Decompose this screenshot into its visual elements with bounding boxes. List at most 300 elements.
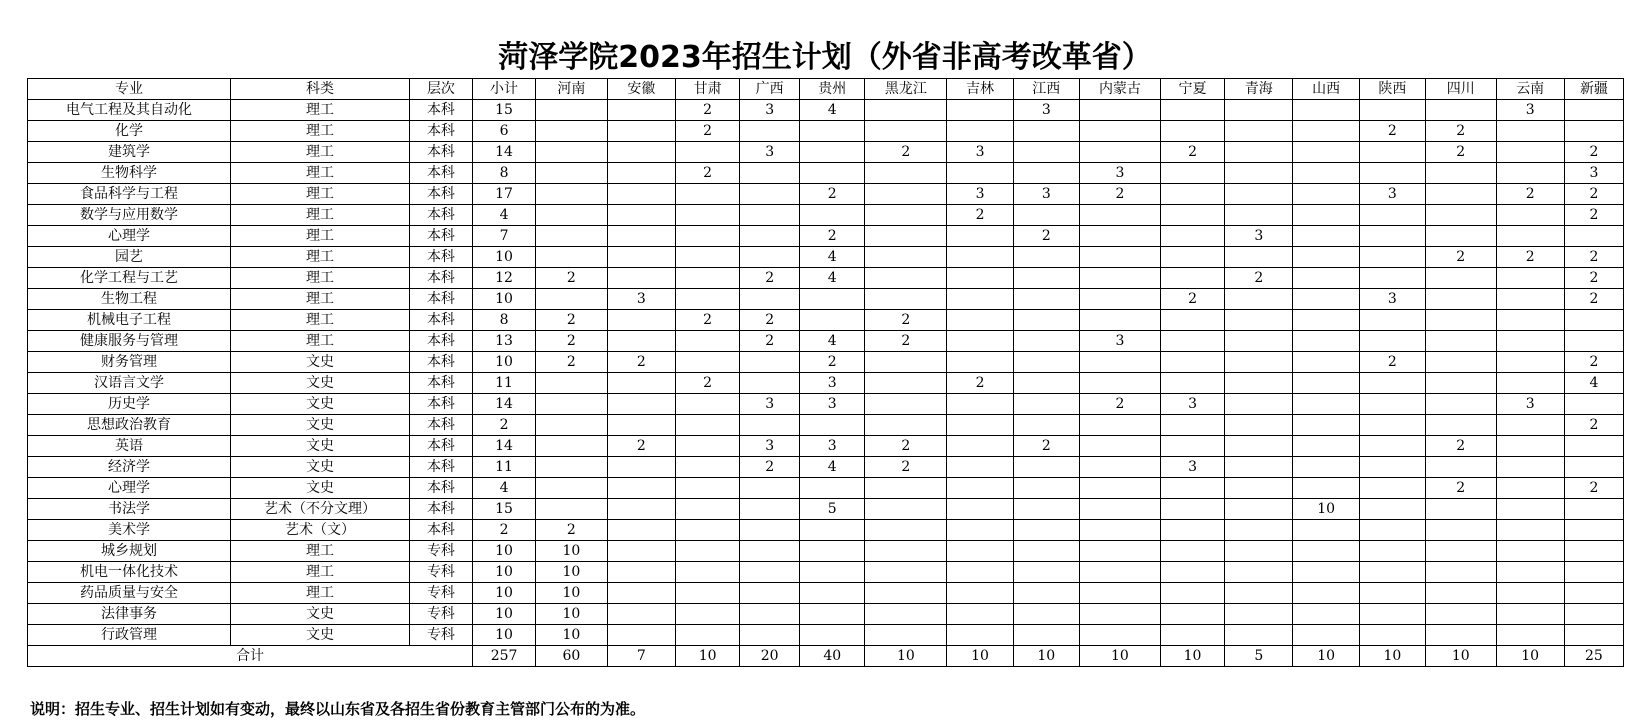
table-cell: 文史 xyxy=(231,415,410,436)
table-cell xyxy=(1426,289,1496,310)
table-cell xyxy=(1359,205,1425,226)
table-cell: 化学工程与工艺 xyxy=(28,268,231,289)
table-cell: 化学 xyxy=(28,121,231,142)
table-cell xyxy=(740,373,800,394)
table-cell xyxy=(1079,121,1160,142)
table-cell xyxy=(1013,289,1079,310)
table-cell: 3 xyxy=(1160,457,1224,478)
table-cell xyxy=(607,163,675,184)
table-cell: 文史 xyxy=(231,625,410,646)
table-cell xyxy=(947,583,1013,604)
table-cell xyxy=(800,562,865,583)
table-cell xyxy=(865,604,947,625)
table-cell xyxy=(1426,373,1496,394)
table-cell: 10 xyxy=(536,583,608,604)
table-row xyxy=(28,289,1624,310)
table-cell xyxy=(676,604,740,625)
table-cell: 2 xyxy=(536,268,608,289)
table-cell: 3 xyxy=(800,373,865,394)
column-header: 云南 xyxy=(1496,79,1564,100)
table-cell: 园艺 xyxy=(28,247,231,268)
table-cell: 行政管理 xyxy=(28,625,231,646)
table-cell xyxy=(865,625,947,646)
table-cell xyxy=(1225,394,1293,415)
table-cell: 本科 xyxy=(409,436,472,457)
column-header: 河南 xyxy=(536,79,608,100)
total-cell: 10 xyxy=(1293,646,1359,667)
table-cell: 2 xyxy=(1564,205,1623,226)
table-cell xyxy=(1496,583,1564,604)
table-cell xyxy=(740,205,800,226)
table-cell xyxy=(1496,268,1564,289)
table-cell: 理工 xyxy=(231,142,410,163)
table-cell: 2 xyxy=(1013,226,1079,247)
table-cell: 4 xyxy=(1564,373,1623,394)
table-cell xyxy=(1079,289,1160,310)
table-cell xyxy=(1359,604,1425,625)
table-row xyxy=(28,583,1624,604)
table-cell xyxy=(1079,499,1160,520)
table-cell xyxy=(1293,394,1359,415)
table-cell xyxy=(1160,310,1224,331)
table-cell xyxy=(1293,205,1359,226)
table-cell xyxy=(1293,226,1359,247)
table-cell xyxy=(947,478,1013,499)
table-cell xyxy=(1079,541,1160,562)
table-cell xyxy=(1079,100,1160,121)
table-cell xyxy=(676,394,740,415)
table-cell: 2 xyxy=(607,436,675,457)
table-cell xyxy=(1293,268,1359,289)
table-cell xyxy=(1359,478,1425,499)
total-cell: 10 xyxy=(676,646,740,667)
table-cell xyxy=(1013,121,1079,142)
table-cell xyxy=(865,184,947,205)
table-cell: 3 xyxy=(800,394,865,415)
table-cell: 3 xyxy=(1013,100,1079,121)
table-cell xyxy=(1293,562,1359,583)
table-cell xyxy=(1160,331,1224,352)
table-cell xyxy=(1564,436,1623,457)
table-cell xyxy=(1359,247,1425,268)
table-cell: 本科 xyxy=(409,478,472,499)
table-cell xyxy=(1160,520,1224,541)
table-row xyxy=(28,205,1624,226)
table-cell: 2 xyxy=(1564,184,1623,205)
table-cell: 本科 xyxy=(409,457,472,478)
table-cell xyxy=(1225,289,1293,310)
table-cell: 专科 xyxy=(409,541,472,562)
table-cell xyxy=(1496,415,1564,436)
table-cell: 3 xyxy=(1079,163,1160,184)
table-row xyxy=(28,436,1624,457)
table-cell xyxy=(865,541,947,562)
table-cell xyxy=(676,499,740,520)
table-cell xyxy=(1496,373,1564,394)
total-cell: 60 xyxy=(536,646,608,667)
table-cell xyxy=(865,394,947,415)
table-cell: 10 xyxy=(536,625,608,646)
table-cell xyxy=(1013,520,1079,541)
table-cell xyxy=(607,415,675,436)
table-cell xyxy=(536,100,608,121)
table-cell: 3 xyxy=(1160,394,1224,415)
table-cell xyxy=(800,541,865,562)
table-cell: 本科 xyxy=(409,100,472,121)
table-cell xyxy=(1496,436,1564,457)
table-cell: 4 xyxy=(800,268,865,289)
table-cell: 3 xyxy=(740,394,800,415)
table-cell xyxy=(676,289,740,310)
table-cell: 2 xyxy=(1564,289,1623,310)
table-cell xyxy=(865,562,947,583)
table-row xyxy=(28,331,1624,352)
table-cell: 本科 xyxy=(409,205,472,226)
table-cell: 2 xyxy=(1160,142,1224,163)
table-cell: 2 xyxy=(536,331,608,352)
table-cell: 10 xyxy=(473,625,536,646)
table-cell xyxy=(676,331,740,352)
table-cell xyxy=(1496,226,1564,247)
table-cell xyxy=(1079,562,1160,583)
column-header: 山西 xyxy=(1293,79,1359,100)
total-cell: 10 xyxy=(1496,646,1564,667)
table-cell xyxy=(865,583,947,604)
table-cell xyxy=(1160,562,1224,583)
table-cell xyxy=(947,625,1013,646)
table-cell xyxy=(1496,352,1564,373)
column-header: 吉林 xyxy=(947,79,1013,100)
table-cell xyxy=(1426,394,1496,415)
table-cell: 本科 xyxy=(409,373,472,394)
table-cell xyxy=(1426,163,1496,184)
table-cell: 心理学 xyxy=(28,226,231,247)
table-cell xyxy=(1013,205,1079,226)
table-cell xyxy=(740,604,800,625)
table-cell xyxy=(607,226,675,247)
table-cell: 本科 xyxy=(409,184,472,205)
table-cell xyxy=(1160,373,1224,394)
table-cell xyxy=(1079,520,1160,541)
table-cell xyxy=(1225,415,1293,436)
table-cell xyxy=(1079,436,1160,457)
table-cell xyxy=(607,499,675,520)
table-cell: 理工 xyxy=(231,331,410,352)
table-cell xyxy=(947,100,1013,121)
table-cell xyxy=(1013,541,1079,562)
table-cell xyxy=(1359,499,1425,520)
table-cell xyxy=(1426,331,1496,352)
table-cell xyxy=(947,604,1013,625)
table-cell: 4 xyxy=(800,457,865,478)
total-cell: 10 xyxy=(1160,646,1224,667)
table-cell xyxy=(1426,310,1496,331)
table-cell xyxy=(676,541,740,562)
table-cell xyxy=(1359,457,1425,478)
table-cell xyxy=(1160,583,1224,604)
table-cell: 2 xyxy=(1564,478,1623,499)
table-cell xyxy=(536,457,608,478)
table-cell xyxy=(1079,247,1160,268)
table-cell xyxy=(740,625,800,646)
table-cell: 2 xyxy=(473,520,536,541)
table-cell xyxy=(1013,478,1079,499)
table-cell xyxy=(1564,331,1623,352)
table-cell xyxy=(865,121,947,142)
table-cell: 2 xyxy=(1426,436,1496,457)
table-cell: 10 xyxy=(473,541,536,562)
table-cell xyxy=(1013,457,1079,478)
table-cell xyxy=(1013,247,1079,268)
table-cell: 2 xyxy=(947,373,1013,394)
table-cell xyxy=(1225,121,1293,142)
column-header: 青海 xyxy=(1225,79,1293,100)
table-cell xyxy=(607,205,675,226)
table-cell xyxy=(1293,520,1359,541)
table-cell xyxy=(1225,352,1293,373)
table-cell xyxy=(1293,352,1359,373)
total-row xyxy=(28,646,1624,667)
table-cell xyxy=(1359,583,1425,604)
table-cell xyxy=(607,247,675,268)
table-cell xyxy=(607,541,675,562)
table-cell xyxy=(1225,457,1293,478)
table-cell xyxy=(676,205,740,226)
table-cell: 3 xyxy=(1225,226,1293,247)
table-cell xyxy=(1225,205,1293,226)
table-cell xyxy=(1013,163,1079,184)
table-cell: 3 xyxy=(607,289,675,310)
table-cell: 英语 xyxy=(28,436,231,457)
column-header: 广西 xyxy=(740,79,800,100)
table-cell: 食品科学与工程 xyxy=(28,184,231,205)
table-cell: 生物科学 xyxy=(28,163,231,184)
table-cell xyxy=(1359,331,1425,352)
total-cell: 10 xyxy=(865,646,947,667)
table-cell: 2 xyxy=(800,226,865,247)
table-cell: 3 xyxy=(1079,331,1160,352)
table-cell: 2 xyxy=(800,184,865,205)
table-cell: 2 xyxy=(1426,247,1496,268)
table-cell: 4 xyxy=(473,205,536,226)
column-header: 科类 xyxy=(231,79,410,100)
table-cell xyxy=(676,436,740,457)
table-cell xyxy=(1426,499,1496,520)
table-cell xyxy=(1426,415,1496,436)
table-cell xyxy=(607,121,675,142)
table-cell xyxy=(1225,625,1293,646)
table-cell xyxy=(676,478,740,499)
table-cell: 2 xyxy=(1426,478,1496,499)
table-cell: 书法学 xyxy=(28,499,231,520)
table-cell xyxy=(800,415,865,436)
footnote: 说明：招生专业、招生计划如有变动，最终以山东省及各招生省份教育主管部门公布的为准。 xyxy=(30,700,646,718)
table-row xyxy=(28,142,1624,163)
table-cell xyxy=(1359,142,1425,163)
table-cell xyxy=(1426,268,1496,289)
table-cell: 3 xyxy=(947,142,1013,163)
table-cell xyxy=(947,121,1013,142)
table-cell xyxy=(1496,310,1564,331)
table-cell: 文史 xyxy=(231,457,410,478)
table-cell xyxy=(607,457,675,478)
table-cell xyxy=(947,226,1013,247)
table-cell: 财务管理 xyxy=(28,352,231,373)
table-cell xyxy=(1013,310,1079,331)
table-cell xyxy=(1160,352,1224,373)
table-cell xyxy=(1496,289,1564,310)
table-cell: 法律事务 xyxy=(28,604,231,625)
table-cell xyxy=(1564,604,1623,625)
table-cell xyxy=(1225,562,1293,583)
table-cell xyxy=(1426,352,1496,373)
table-cell xyxy=(536,163,608,184)
table-cell: 2 xyxy=(607,352,675,373)
table-cell xyxy=(536,121,608,142)
table-cell xyxy=(1013,583,1079,604)
table-cell: 理工 xyxy=(231,121,410,142)
total-cell: 7 xyxy=(607,646,675,667)
table-cell: 8 xyxy=(473,163,536,184)
table-cell xyxy=(1079,625,1160,646)
table-cell xyxy=(676,625,740,646)
table-cell xyxy=(1564,625,1623,646)
table-cell xyxy=(947,331,1013,352)
table-cell xyxy=(1359,100,1425,121)
table-cell xyxy=(1225,583,1293,604)
table-cell xyxy=(1225,373,1293,394)
table-cell xyxy=(1160,415,1224,436)
table-cell xyxy=(1359,415,1425,436)
table-cell xyxy=(1160,184,1224,205)
table-cell: 2 xyxy=(1225,268,1293,289)
table-cell xyxy=(947,562,1013,583)
table-cell: 本科 xyxy=(409,331,472,352)
table-cell xyxy=(947,268,1013,289)
table-cell xyxy=(1359,394,1425,415)
table-cell xyxy=(1160,625,1224,646)
table-cell xyxy=(1013,625,1079,646)
table-cell: 2 xyxy=(1160,289,1224,310)
table-cell xyxy=(1225,604,1293,625)
table-cell xyxy=(865,415,947,436)
table-cell xyxy=(1160,541,1224,562)
table-cell: 文史 xyxy=(231,436,410,457)
table-cell xyxy=(676,583,740,604)
table-cell xyxy=(1160,499,1224,520)
table-row xyxy=(28,604,1624,625)
table-cell xyxy=(1564,562,1623,583)
table-cell: 10 xyxy=(536,562,608,583)
table-cell xyxy=(1426,184,1496,205)
table-cell xyxy=(1013,142,1079,163)
table-row xyxy=(28,268,1624,289)
column-header: 专业 xyxy=(28,79,231,100)
table-cell: 12 xyxy=(473,268,536,289)
table-cell xyxy=(865,499,947,520)
table-cell: 3 xyxy=(740,100,800,121)
table-row xyxy=(28,499,1624,520)
table-cell: 艺术（文） xyxy=(231,520,410,541)
table-cell xyxy=(1359,373,1425,394)
table-cell xyxy=(1564,394,1623,415)
table-cell xyxy=(1079,268,1160,289)
table-cell xyxy=(676,226,740,247)
table-cell xyxy=(865,100,947,121)
table-cell xyxy=(947,541,1013,562)
table-cell xyxy=(607,583,675,604)
table-cell xyxy=(740,541,800,562)
enrollment-plan-table xyxy=(27,78,1624,667)
table-cell: 5 xyxy=(800,499,865,520)
table-cell: 13 xyxy=(473,331,536,352)
table-cell xyxy=(536,226,608,247)
table-cell xyxy=(1225,331,1293,352)
table-cell xyxy=(1293,478,1359,499)
table-cell xyxy=(1293,142,1359,163)
table-cell xyxy=(1564,541,1623,562)
table-cell xyxy=(607,394,675,415)
table-cell xyxy=(607,100,675,121)
table-cell xyxy=(1225,541,1293,562)
table-cell: 14 xyxy=(473,394,536,415)
table-cell: 3 xyxy=(1013,184,1079,205)
table-cell: 10 xyxy=(536,604,608,625)
table-cell xyxy=(1160,604,1224,625)
table-row xyxy=(28,625,1624,646)
table-cell: 2 xyxy=(1426,121,1496,142)
table-cell: 10 xyxy=(473,247,536,268)
page-title: 菏泽学院2023年招生计划（外省非高考改革省） xyxy=(498,40,1152,75)
table-cell xyxy=(1564,310,1623,331)
table-cell xyxy=(740,289,800,310)
table-cell xyxy=(800,520,865,541)
table-cell xyxy=(800,163,865,184)
table-cell: 本科 xyxy=(409,226,472,247)
table-cell xyxy=(800,625,865,646)
table-cell xyxy=(1079,352,1160,373)
table-cell xyxy=(1225,163,1293,184)
table-cell xyxy=(1293,121,1359,142)
table-cell xyxy=(1426,625,1496,646)
table-cell: 心理学 xyxy=(28,478,231,499)
table-cell xyxy=(947,457,1013,478)
table-cell: 2 xyxy=(1564,415,1623,436)
table-cell: 本科 xyxy=(409,268,472,289)
table-cell xyxy=(740,226,800,247)
table-cell xyxy=(1293,373,1359,394)
table-cell xyxy=(1225,142,1293,163)
table-cell xyxy=(1496,541,1564,562)
column-header: 安徽 xyxy=(607,79,675,100)
table-cell xyxy=(1359,310,1425,331)
table-cell xyxy=(1496,604,1564,625)
table-cell xyxy=(947,415,1013,436)
table-cell: 本科 xyxy=(409,121,472,142)
table-cell: 2 xyxy=(1564,352,1623,373)
table-cell: 2 xyxy=(1496,247,1564,268)
table-cell xyxy=(1225,499,1293,520)
table-cell: 2 xyxy=(536,352,608,373)
column-header: 层次 xyxy=(409,79,472,100)
table-cell xyxy=(1225,184,1293,205)
column-header: 宁夏 xyxy=(1160,79,1224,100)
table-cell: 2 xyxy=(865,436,947,457)
table-cell xyxy=(1013,352,1079,373)
table-cell: 2 xyxy=(865,457,947,478)
table-cell: 4 xyxy=(473,478,536,499)
table-cell: 理工 xyxy=(231,184,410,205)
